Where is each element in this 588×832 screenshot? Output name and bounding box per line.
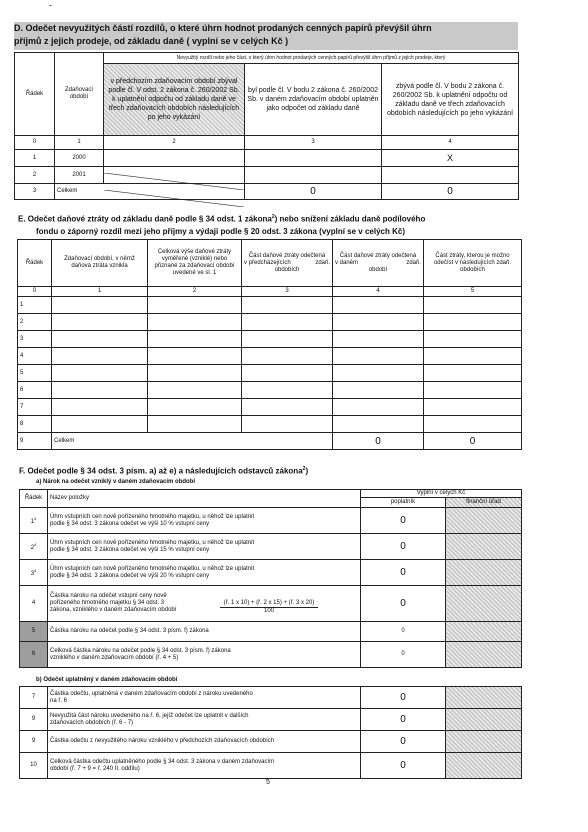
d-row-2-c4[interactable] xyxy=(382,167,519,184)
e-row-num: 4 xyxy=(18,348,52,365)
e-cell[interactable] xyxy=(333,297,424,314)
e-row xyxy=(18,399,522,416)
e-cell[interactable] xyxy=(52,382,148,399)
f-row-3-num-text: 3 xyxy=(30,571,35,577)
f-row-10-text xyxy=(48,753,361,779)
e-row-num: 7 xyxy=(18,399,52,416)
e-cell[interactable] xyxy=(424,348,522,365)
e-cell[interactable] xyxy=(242,382,333,399)
e-row xyxy=(18,382,522,399)
e-cell[interactable] xyxy=(148,348,242,365)
e-row-num: 6 xyxy=(18,382,52,399)
f-row-4-text xyxy=(48,586,361,622)
d-row-1-c3[interactable] xyxy=(245,150,382,167)
f-row-2-text xyxy=(48,534,361,560)
e-num-3: 3 xyxy=(242,287,333,297)
e-col-radek: Řádek xyxy=(18,240,52,287)
f-row-10-text2: období (ř. 7 + 9 = ř. 240 II. oddílu) xyxy=(50,765,140,772)
e-cell[interactable] xyxy=(242,365,333,382)
e-col2: Celková výše daňové ztráty vyměřené (vzniklé) nebo přiznané za zdaňovací období uvedené ve sl. 1 xyxy=(148,240,242,287)
f-row-6-num: 6 xyxy=(20,642,48,668)
f-row-9-num: 9 xyxy=(20,731,48,753)
d-num-0: 0 xyxy=(15,136,55,150)
f-row-4-text1: Částka nároku na odečet vstupní ceny nově xyxy=(50,592,167,599)
section-f-title-sup: 2 xyxy=(302,466,306,472)
e-col4-line xyxy=(335,260,421,267)
section-f-title xyxy=(19,464,519,477)
f-row-5-num: 5 xyxy=(20,622,48,642)
e-cell[interactable] xyxy=(424,365,522,382)
e-row xyxy=(18,348,522,365)
f-row-3-text1: Úhrn vstupních cen nově pořízeného hmotného majetku, u něhož lze uplatnit xyxy=(50,565,255,572)
d-num-1: 1 xyxy=(55,136,104,150)
d-row-2-num: 2 xyxy=(15,167,55,184)
section-f-sub-a: a) Nárok na odečet vzniklý v daném zdaňovacím období xyxy=(36,479,196,485)
f-row-2-val: 0 xyxy=(361,534,446,560)
f-row-8-text xyxy=(48,709,361,731)
f-row-8-text1: Nevyužitá část nároku uvedeného na ř. 6, jejíž odečet lze uplatnit v dalších xyxy=(50,712,249,719)
f-row-9 xyxy=(20,731,522,753)
e-row-num: 5 xyxy=(18,365,52,382)
section-f-title-text: F. Odečet podle § 34 odst. 3 písm. a) až e) a následujících odstavců zákona xyxy=(19,466,303,476)
d-col-zdanovaci: Zdaňovací období xyxy=(55,53,104,136)
section-d-title-line1: D. Odečet nevyužitých částí rozdílů, o které úhrn hodnot prodaných cenných papírů převýšil úhrn xyxy=(14,23,432,33)
f-row-4-formula: (ř. 1 x 10) + (ř. 2 x 15) + (ř. 3 x 20) xyxy=(220,600,319,608)
section-d-title-line2: příjmů z jejich prodeje, od základu daně ( vyplní se v celých Kč ) xyxy=(14,36,289,46)
f-row-8-urad xyxy=(446,709,522,731)
e-cell[interactable] xyxy=(424,416,522,433)
f-row-7-val: 0 xyxy=(361,687,446,709)
f-row-2-text1: Úhrn vstupních cen nově pořízeného hmotného majetku, u něhož lze uplatnit xyxy=(50,539,255,546)
e-row xyxy=(18,365,522,382)
e-cell[interactable] xyxy=(148,297,242,314)
e-row xyxy=(18,297,522,314)
section-e-title-2: fondu o záporný rozdíl mezi jeho příjmy a výdaji podle § 20 odst. 3 zákona (vyplní se v celých Kč) xyxy=(36,227,405,236)
e-total-c4: 0 xyxy=(333,433,424,450)
f-row-6-text2: vzniklého v daném zdaňovacím období (ř. 4 + 5) xyxy=(50,654,179,661)
e-cell[interactable] xyxy=(52,348,148,365)
e-col3-b: v předcházejících xyxy=(244,259,291,266)
f-row-1-urad xyxy=(446,508,522,534)
f-row-9-text: Částka odečtu z nevyužitého nároku vzniklého v předchozích zdaňovacích obdobích xyxy=(48,731,361,753)
section-f-sub-b: b) Odečet uplatněný v daném zdaňovacím období xyxy=(36,677,178,683)
d-total-c4: 0 xyxy=(382,184,519,200)
f-row-1-text2: podle § 34 odst. 3 zákona odečet ve výši 10 % vstupní ceny xyxy=(50,520,210,527)
section-f-table-b xyxy=(19,686,522,779)
section-f-title-end: ) xyxy=(305,466,309,476)
f-row-10-text1: Celková částka odečtu uplatněného podle § 34 odst. 3 zákona v daném zdaňovacím xyxy=(50,758,275,765)
f-row-1 xyxy=(20,508,522,534)
d-group-header: Nevyužitý rozdíl nebo jeho část, o který úhrn hodnot prodaných cenných papírů převýšil úhrn příjmů z jejich prodeje, který xyxy=(104,53,519,64)
e-cell[interactable] xyxy=(333,399,424,416)
f-col-vyplni: Vyplní v celých Kč xyxy=(361,490,522,498)
e-col3 xyxy=(242,240,333,287)
f-col-name: Název položky xyxy=(48,490,361,508)
f-row-3-text2: podle § 34 odst. 3 zákona odečet ve výši 20 % vstupní ceny xyxy=(50,572,210,579)
f-row-5 xyxy=(20,622,522,642)
f-row-10 xyxy=(20,753,522,779)
f-row-7 xyxy=(20,687,522,709)
e-cell[interactable] xyxy=(424,297,522,314)
f-row-7-text1: Částka odečtu, uplatněná v daném zdaňovacím období z nároku uvedeného xyxy=(50,690,253,697)
e-cell[interactable] xyxy=(148,331,242,348)
d-row-2-period: 2001 xyxy=(55,167,104,184)
section-e-title-1: E. Odečet daňové ztráty od základu daně podle § 34 odst. 1 zákona xyxy=(18,214,272,224)
d-row-1-strike xyxy=(104,173,244,190)
section-e-title xyxy=(18,212,518,225)
e-cell[interactable] xyxy=(52,331,148,348)
e-cell[interactable] xyxy=(52,399,148,416)
e-cell[interactable] xyxy=(52,297,148,314)
f-row-4 xyxy=(20,586,522,622)
e-row-total xyxy=(18,433,522,450)
e-cell[interactable] xyxy=(333,348,424,365)
page-number: 5 xyxy=(266,779,270,786)
section-e-title-sup: 2 xyxy=(271,214,275,220)
e-cell[interactable] xyxy=(52,314,148,331)
d-row-1-period: 2000 xyxy=(55,150,104,167)
top-mark: - xyxy=(49,0,52,10)
d-row-2 xyxy=(15,167,519,184)
e-row-num: 3 xyxy=(18,331,52,348)
f-row-8-num: 9 xyxy=(20,709,48,731)
section-e-title-1b: ) nebo snížení základu daně podílového xyxy=(274,214,426,224)
f-col-urad: finanční úřad xyxy=(446,498,522,508)
f-row-3-text xyxy=(48,560,361,586)
f-row-1-val: 0 xyxy=(361,508,446,534)
f-row-4-divisor: 100 xyxy=(263,607,274,614)
e-cell[interactable] xyxy=(148,416,242,433)
f-row-1-text xyxy=(48,508,361,534)
d-row-total xyxy=(15,184,519,200)
e-row-num: 1 xyxy=(18,297,52,314)
e-cell[interactable] xyxy=(333,382,424,399)
e-cell[interactable] xyxy=(52,365,148,382)
e-row xyxy=(18,416,522,433)
f-row-1-num xyxy=(20,508,48,534)
section-d-table xyxy=(14,52,519,200)
e-num-2: 2 xyxy=(148,287,242,297)
e-num-1: 1 xyxy=(52,287,148,297)
d-total-label: Celkem xyxy=(55,184,245,200)
d-num-4: 4 xyxy=(382,136,519,150)
e-cell[interactable] xyxy=(148,382,242,399)
e-col3-line xyxy=(244,260,330,267)
f-row-3-num xyxy=(20,560,48,586)
f-row-8-text2: zdaňovacích obdobích (ř. 6 - 7) xyxy=(50,719,134,726)
f-row-3-val: 0 xyxy=(361,560,446,586)
e-col3-c: zdaň. xyxy=(315,259,330,266)
e-num-0: 0 xyxy=(18,287,52,297)
d-row-1 xyxy=(15,150,519,167)
d-total-c3: 0 xyxy=(245,184,382,200)
e-cell[interactable] xyxy=(333,314,424,331)
d-total-num: 3 xyxy=(15,184,55,200)
f-row-6-text xyxy=(48,642,361,668)
e-cell[interactable] xyxy=(52,416,148,433)
e-cell[interactable] xyxy=(424,314,522,331)
e-total-num: 9 xyxy=(18,433,52,450)
e-row xyxy=(18,331,522,348)
e-col3-a: Část daňové ztráty odečtená xyxy=(248,252,326,259)
e-cell[interactable] xyxy=(148,314,242,331)
f-row-7-urad xyxy=(446,687,522,709)
e-total-label: Celkem xyxy=(52,433,333,450)
e-row-num: 8 xyxy=(18,416,52,433)
f-row-4-urad xyxy=(446,586,522,622)
e-cell[interactable] xyxy=(424,331,522,348)
e-cell[interactable] xyxy=(424,382,522,399)
f-row-9-urad xyxy=(446,731,522,753)
f-row-4-formula-box xyxy=(180,593,358,615)
d-col2-header: v předchozím zdaňovacím období zbýval podle čl. V odst. 2 zákona č. 260/2002 Sb. k uplatnění odpočtu od základu daně ve třech zdaňovacích obdobích následujících po jeho vykázání xyxy=(104,64,245,136)
e-cell[interactable] xyxy=(333,331,424,348)
f-row-10-urad xyxy=(446,753,522,779)
f-row-2 xyxy=(20,534,522,560)
e-cell[interactable] xyxy=(242,399,333,416)
e-row xyxy=(18,314,522,331)
d-col3-header: byl podle čl. V bodu 2 zákona č. 260/2002 Sb. v daném zdaňovacím období uplatněn jako odpočet od základu daně xyxy=(245,64,382,136)
e-col4-a: Část daňové ztráty odečtená xyxy=(339,252,417,259)
e-num-5: 5 xyxy=(424,287,522,297)
section-f-table-a xyxy=(19,489,522,668)
section-e-table xyxy=(17,239,522,450)
f-row-2-text2: podle § 34 odst. 3 zákona odečet ve výši 15 % vstupní ceny xyxy=(50,546,210,553)
e-cell[interactable] xyxy=(424,399,522,416)
e-col5: Část ztráty, kterou je možno odečíst v následujících zdaň. obdobích xyxy=(424,240,522,287)
d-col4-header: zbývá podle čl. V bodu 2 zákona č. 260/2002 Sb. k uplatnění odpočtu od základu daně ve třech zdaňovacích obdobích následujících po jeho vykázání xyxy=(382,64,519,136)
e-cell[interactable] xyxy=(242,314,333,331)
f-row-6-val: 0 xyxy=(361,642,446,668)
f-row-4-desc xyxy=(50,593,180,615)
f-row-1-text1: Úhrn vstupních cen nově pořízeného hmotného majetku, u něhož lze uplatnit xyxy=(50,513,255,520)
f-row-6 xyxy=(20,642,522,668)
d-col-radek: Řádek xyxy=(15,53,55,136)
f-row-7-text xyxy=(48,687,361,709)
e-col4 xyxy=(333,240,424,287)
f-row-10-num: 10 xyxy=(20,753,48,779)
f-row-4-text2: pořízeného hmotného majetku § 34 odst. 3 xyxy=(50,599,165,606)
f-row-6-text1: Celková částka nároku na odečet podle § 34 odst. 3 písm. f) zákona xyxy=(50,647,231,654)
f-row-4-text3: zákona, vzniklého v daném zdaňovacím období xyxy=(50,606,177,613)
f-row-5-text: Částka nároku na odečet podle § 34 odst. 3 písm. f) zákona xyxy=(48,622,361,642)
f-row-2-urad xyxy=(446,534,522,560)
e-total-c5: 0 xyxy=(424,433,522,450)
d-row-1-c2[interactable] xyxy=(104,150,245,167)
e-cell[interactable] xyxy=(333,416,424,433)
e-cell[interactable] xyxy=(148,399,242,416)
f-row-8-val: 0 xyxy=(361,709,446,731)
e-cell[interactable] xyxy=(333,365,424,382)
d-row-2-c3[interactable] xyxy=(245,167,382,184)
section-d-title xyxy=(14,22,518,50)
e-cell[interactable] xyxy=(242,348,333,365)
f-row-10-val: 0 xyxy=(361,753,446,779)
e-cell[interactable] xyxy=(148,365,242,382)
e-col4-c: zdaň. xyxy=(406,259,421,266)
f-row-8 xyxy=(20,709,522,731)
f-row-1-num-text: 1 xyxy=(30,519,35,525)
f-row-3 xyxy=(20,560,522,586)
f-row-1-sup: 4 xyxy=(34,516,37,521)
f-row-9-val: 0 xyxy=(361,731,446,753)
f-col-radek: Řádek xyxy=(20,490,48,508)
d-num-3: 3 xyxy=(245,136,382,150)
f-row-3-urad xyxy=(446,560,522,586)
e-row-num: 2 xyxy=(18,314,52,331)
e-col4-b: v daném xyxy=(335,259,359,266)
f-row-7-text2: na ř. 6 xyxy=(50,697,68,704)
e-num-4: 4 xyxy=(333,287,424,297)
f-col-poplatnik: poplatník xyxy=(361,498,446,508)
e-col3-d: obdobích xyxy=(274,266,300,273)
f-row-5-urad xyxy=(446,622,522,642)
e-col4-d: období xyxy=(368,266,388,273)
f-row-6-urad xyxy=(446,642,522,668)
f-row-4-num: 4 xyxy=(20,586,48,622)
e-cell[interactable] xyxy=(242,416,333,433)
d-row-1-num: 1 xyxy=(15,150,55,167)
f-row-2-num-text: 2 xyxy=(30,545,35,551)
f-row-4-val: 0 xyxy=(361,586,446,622)
e-cell[interactable] xyxy=(242,297,333,314)
e-cell[interactable] xyxy=(242,331,333,348)
d-row-1-c4: X xyxy=(382,150,519,167)
f-row-7-num: 7 xyxy=(20,687,48,709)
f-row-3-sup: 4 xyxy=(34,568,37,573)
f-row-5-val: 0 xyxy=(361,622,446,642)
f-row-2-num xyxy=(20,534,48,560)
e-col1: Zdaňovací období, v němž daňová ztráta vznikla xyxy=(52,240,148,287)
f-row-2-sup: 4 xyxy=(34,542,37,547)
d-num-2: 2 xyxy=(104,136,245,150)
d-row-2-strike xyxy=(104,190,244,207)
